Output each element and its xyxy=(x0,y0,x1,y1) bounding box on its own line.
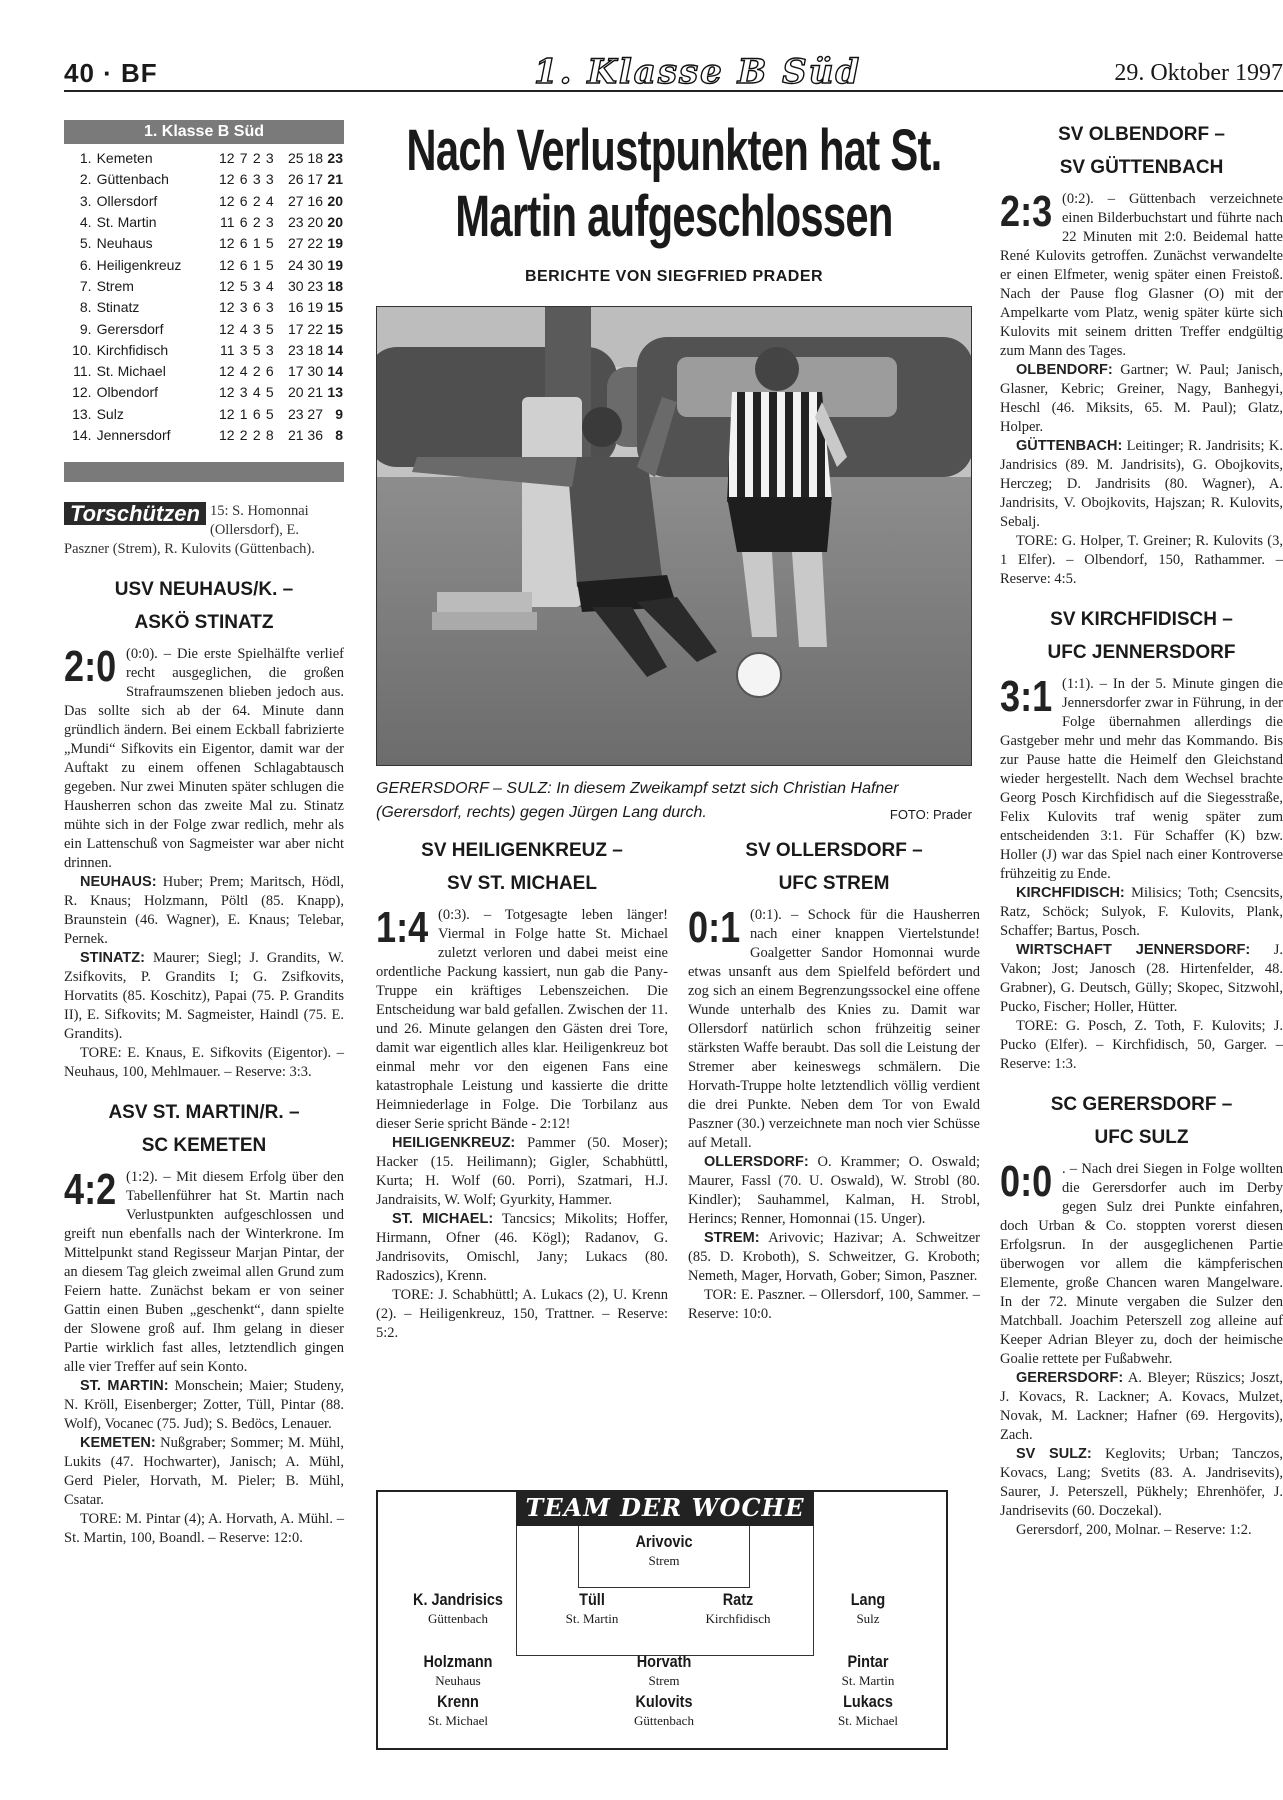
standings-team: Jennersdorf xyxy=(96,427,171,443)
standings-goals: 17 30 xyxy=(287,363,323,380)
standings-goals: 24 30 xyxy=(287,256,323,273)
match-text: 0:0 . – Nach drei Siegen in Folge wollten die Gerersdorfer auch im Derby gegen Sulz drei Punkte einfahren, doch Urban & Co. stoppten vorerst diesen Erfolgsrun. In der ausgeglichenen Partie überwogen vor allem die kämpferischen Elemente, große Chancen waren Mangelware. In der 72. Minute vergaben die Sulzer den Matchball. Joachim Peterszell zog alleine auf Keeper Adrian Bleyer zu, doch der heimische Goalie rettete per Fußabwehr. xyxy=(1000,1157,1283,1367)
standings-points: 13 xyxy=(327,384,343,401)
lineup-home: HEILIGENKREUZ: Pammer (50. Moser); Hacker (15. Heilimann); Gigler, Schabhüttl, Kurta; H. Wolf (60. Porri), Szatmari, H.J. Jandraisits, W. Wolf; Gyurkity, Hammer. xyxy=(376,1135,669,1208)
standings-draws: 2 xyxy=(252,363,261,380)
standings-rank: 1. xyxy=(79,150,92,167)
standings-row xyxy=(64,404,344,425)
goals-info: TORE: J. Schabhüttl; A. Lukacs (2), U. Krenn (2). – Heiligenkreuz, 150, Trattner. – Reserve: 5:2. xyxy=(376,1287,668,1341)
match-heading xyxy=(64,573,344,639)
away-team: SV ST. MICHAEL xyxy=(447,873,597,894)
standings-played: 12 xyxy=(218,363,235,380)
standings-title: 1. Klasse B Süd xyxy=(64,120,344,144)
standings-rank: 8. xyxy=(79,299,92,316)
lineup-home: GERERSDORF: A. Bleyer; Rüszics; Joszt, J. Kovacs, R. Lackner; A. Kovacs, Mulzet, Novak, M. Lackner; Hafner (69. Hergovits), Zach. xyxy=(1000,1370,1283,1443)
standings-draws: 2 xyxy=(252,192,261,209)
standings-wins: 3 xyxy=(239,341,248,358)
standings-wins: 2 xyxy=(239,427,248,443)
final-score: 2:0 xyxy=(64,642,117,692)
player-forward: Krenn St. Michael xyxy=(428,1692,488,1728)
standings-rank: 10. xyxy=(72,341,92,358)
standings-team: Olbendorf xyxy=(96,384,159,401)
page-masthead xyxy=(64,52,1283,92)
standings-wins: 7 xyxy=(239,150,248,167)
photo-caption xyxy=(376,777,972,827)
standings-losses: 3 xyxy=(265,214,274,231)
standings-goals: 17 22 xyxy=(287,320,323,337)
player-defender: Lang Sulz xyxy=(850,1590,886,1626)
match-report-kirchfidisch xyxy=(1000,603,1283,1074)
standings-points: 18 xyxy=(327,277,343,294)
match-report-neuhaus xyxy=(64,573,344,1082)
standings-losses: 3 xyxy=(265,171,274,188)
standings-row xyxy=(64,148,344,169)
standings-losses: 5 xyxy=(265,384,274,401)
standings-points: 23 xyxy=(327,150,343,167)
player-forward: Kulovits Güttenbach xyxy=(634,1692,694,1728)
standings-team: Ollersdorf xyxy=(96,192,158,209)
standings-played: 12 xyxy=(218,405,235,422)
match-heading xyxy=(64,1096,344,1162)
right-column xyxy=(1000,118,1283,1540)
standings-row xyxy=(64,276,344,297)
standings-rank: 3. xyxy=(79,192,92,209)
standings-rank: 9. xyxy=(79,320,92,337)
home-team: USV NEUHAUS/K. – xyxy=(114,579,294,601)
standings-losses: 3 xyxy=(265,299,274,316)
home-team: SV KIRCHFIDISCH – xyxy=(1050,609,1233,630)
standings-draws: 6 xyxy=(252,299,261,316)
standings-row xyxy=(64,361,344,382)
standings-points: 19 xyxy=(327,256,343,273)
top-scorers-text: 15: S. Homonnai (Ollersdorf), E. Paszner (Strem), R. Kulovits (Güttenbach). xyxy=(64,503,315,558)
away-team: UFC STREM xyxy=(778,873,890,894)
goals-info: TORE: G. Holper, T. Greiner; R. Kulovits (3, 1 Elfer). – Olbendorf, 150, Rathammer. – Reserve: 4:5. xyxy=(1000,533,1283,587)
standings-team: Heiligenkreuz xyxy=(96,256,182,273)
standings-goals: 23 20 xyxy=(287,214,323,231)
left-column xyxy=(64,120,344,1548)
goals-info: Gerersdorf, 200, Molnar. – Reserve: 1:2. xyxy=(1016,1522,1252,1538)
standings-points: 20 xyxy=(327,214,343,231)
caption-text: GERERSDORF – SULZ: In diesem Zweikampf setzt sich Christian Hafner (Gerersdorf, rechts) gegen Jürgen Lang durch. xyxy=(376,780,899,821)
standings-played: 12 xyxy=(218,192,235,209)
standings-wins: 4 xyxy=(239,320,248,337)
headline: Nach Verlustpunkten hat St. Martin aufgeschlossen xyxy=(406,118,942,249)
lineup-away: STINATZ: Maurer; Siegl; J. Grandits, W. Zsifkovits, P. Grandits I; G. Zsifkovits, Horvatits (85. Koschitz), Papai (75. P. Grandits II), E. Sifkovits; M. Sagmeister, Haindl (75. E. Grandits). xyxy=(64,950,345,1043)
standings-losses: 4 xyxy=(265,277,274,294)
standings-draws: 2 xyxy=(252,214,261,231)
standings-draws: 1 xyxy=(252,235,261,252)
match-text: 1:4 (0:3). – Totgesagte leben länger! Viermal in Folge hatte St. Michael zuletzt verloren und dabei meist eine ordentliche Packung kassiert, nun gab die Pany-Truppe ein kräftiges Lebenszeichen. Die Entscheidung war bald gefallen. Zwischen der 11. und 26. Minute gelangen den Gästen drei Tore, damit war eigentlich alles klar. Heiligenkreuz bot einmal mehr vor den eigenen Fans eine katastrophale Leistung und kassierte die dritte Heimniederlage in Folge. Die Torbilanz aus dieser Serie spricht Bände - 2:12! xyxy=(376,903,668,1132)
lineup-home: OLBENDORF: Gartner; W. Paul; Janisch, Glasner, Kebric; Greiner, Nagy, Banhegyi, Heschl (46. Miksits, 65. M. Paul); Glatz, Holper. xyxy=(1000,362,1283,435)
standings-played: 12 xyxy=(218,235,235,252)
byline: BERICHTE VON SIEGFRIED PRADER xyxy=(524,268,824,285)
standings-draws: 2 xyxy=(252,150,261,167)
standings-goals: 23 27 xyxy=(287,405,323,422)
standings-goals: 16 19 xyxy=(287,299,323,316)
standings-team: Güttenbach xyxy=(96,171,169,188)
standings-row xyxy=(64,382,344,403)
standings-row xyxy=(64,212,344,233)
lineup-away: STREM: Arivovic; Hazivar; A. Schweitzer (85. D. Kroboth), S. Schweitzer, G. Kroboth; Nemeth, Mager, Horvath, Gober; Simon, Paszner. xyxy=(688,1230,980,1284)
team-of-the-week xyxy=(376,1490,948,1750)
standings-played: 12 xyxy=(218,171,235,188)
match-report-olbendorf xyxy=(1000,118,1283,589)
photo-credit: FOTO: Prader xyxy=(889,807,972,822)
standings-table xyxy=(64,148,344,446)
standings-rank: 7. xyxy=(79,277,92,294)
standings-wins: 6 xyxy=(239,214,248,231)
standings-points: 20 xyxy=(327,192,343,209)
match-photo xyxy=(376,306,972,766)
match-report-stmartin xyxy=(64,1096,344,1548)
standings-team: Gerersdorf xyxy=(96,320,164,337)
standings-goals: 21 36 xyxy=(287,427,323,443)
standings-wins: 1 xyxy=(239,405,248,422)
page-number: 40 · BF xyxy=(64,58,158,88)
home-team: SV OLBENDORF – xyxy=(1058,124,1225,145)
standings-wins: 6 xyxy=(239,235,248,252)
standings-points: 15 xyxy=(327,299,343,316)
standings-losses: 4 xyxy=(265,192,274,209)
goals-info: TORE: G. Posch, Z. Toth, F. Kulovits; J. Pucko (Elfer). – Kirchfidisch, 50, Garger. – Reserve: 1:3. xyxy=(1000,1018,1283,1072)
match-heading xyxy=(1000,603,1283,669)
standings-team: St. Martin xyxy=(96,214,157,231)
player-defender: Tüll St. Martin xyxy=(565,1590,619,1626)
player-midfielder: Holzmann Neuhaus xyxy=(423,1652,493,1688)
match-report-gerersdorf xyxy=(1000,1088,1283,1540)
standings-losses: 5 xyxy=(265,320,274,337)
standings-losses: 8 xyxy=(265,427,274,443)
away-team: SC KEMETEN xyxy=(141,1135,267,1157)
standings-team: Kirchfidisch xyxy=(96,341,169,358)
standings-draws: 2 xyxy=(252,427,261,443)
home-team: SV OLLERSDORF – xyxy=(745,840,923,861)
home-team: SC GERERSDORF – xyxy=(1050,1094,1233,1115)
standings-draws: 6 xyxy=(252,405,261,422)
lineup-away: SV SULZ: Keglovits; Urban; Tanczos, Kovacs, Lang; Svetits (83. A. Jandrisevits), Saurer, J. Peterszell, Pükhely; Ehrenhöfer, J. Jandrisevits (60. Doczekal). xyxy=(1000,1446,1283,1519)
standings-rank: 4. xyxy=(79,214,92,231)
top-scorers xyxy=(64,502,344,559)
standings-losses: 5 xyxy=(265,256,274,273)
lineup-away: KEMETEN: Nußgraber; Sommer; M. Mühl, Lukits (47. Hochwarter), Janisch; A. Mühl, Gerd Pieler, Horvath, M. Pieler; B. Mühl, Csatar. xyxy=(64,1435,344,1509)
standings-losses: 6 xyxy=(265,363,274,380)
match-text: 3:1 (1:1). – In der 5. Minute gingen die Jennersdorfer zwar in Führung, in der Folge übernahmen allerdings die Gastgeber mehr und mehr das Kommando. Bis zur Pause hatte die Heimelf den Gleichstand wieder hergestellt. Nach dem Wechsel brachte Georg Posch Kirchfidisch auf die Siegesstraße, Felix Kulovits traf wenig später zum entscheidenden 3:1. Für Schaffer (K) bzw. Holler (J) war das Spiel nach einer Kontroverse frühzeitig zu Ende. xyxy=(1000,672,1283,882)
match-text: 2:3 (0:2). – Güttenbach verzeichnete einen Bilderbuchstart und führte nach 22 Minuten mit 2:0. Beidemal hatte René Kulovits getroffen. Zunächst verwandelte er einen Elfmeter, wenig später einen Freistoß. Nach der Pause flog Glasner (O) mit der Ampelkarte vom Platz, wenig später kürte sich Kulovits mit seinem dritten Treffer endgültig zum Mann des Tages. xyxy=(1000,187,1283,359)
team-of-the-week-title: TEAM DER WOCHE xyxy=(516,1490,814,1526)
standings-rank: 14. xyxy=(72,427,92,443)
standings-wins: 4 xyxy=(239,363,248,380)
standings-points: 8 xyxy=(335,427,343,443)
goals-info: TORE: E. Knaus, E. Sifkovits (Eigentor). – Neuhaus, 100, Mehlmauer. – Reserve: 3:3. xyxy=(64,1045,344,1081)
final-score: 0:0 xyxy=(1000,1157,1053,1206)
standings-wins: 6 xyxy=(239,192,248,209)
player-defender: Ratz Kirchfidisch xyxy=(705,1590,771,1626)
standings-goals: 30 23 xyxy=(287,277,323,294)
match-report-ollersdorf xyxy=(688,834,980,1324)
player-defender: K. Jandrisics Güttenbach xyxy=(413,1590,503,1626)
home-team: ASV ST. MARTIN/R. – xyxy=(108,1102,300,1124)
standings-row xyxy=(64,318,344,339)
match-heading xyxy=(376,834,668,900)
match-report-heiligenkreuz xyxy=(376,834,668,1343)
away-team: ASKÖ STINATZ xyxy=(134,612,274,634)
player-goalkeeper: Arivovic Strem xyxy=(635,1532,693,1568)
home-team: SV HEILIGENKREUZ – xyxy=(421,840,623,861)
standings-losses: 5 xyxy=(265,405,274,422)
match-text: 4:2 (1:2). – Mit diesem Erfolg über den Tabellenführer hat St. Martin nach Verlustpunkten aufgeschlossen und greift nun ebenfalls nach der Winterkrone. Im Mittelpunkt stand Regisseur Marjan Pintar, der an diesem Tag gleich zweimal allen Grund zum Feiern hatte. Zunächst bekam er von seiner Gattin einen Buben „geschenkt“, dann spielte der Slowene groß auf. Ihm gelang in dieser Partie wirklich fast alles, letztendlich gingen alle vier Treffer auf sein Konto. xyxy=(64,1165,344,1376)
football-duel-image xyxy=(377,307,972,766)
lineup-home: KIRCHFIDISCH: Milisics; Toth; Csencsits, Ratz, Schöck; Sulyok, F. Kulovits, Plank, Schaffer; Bartus, Posch. xyxy=(1000,885,1283,939)
final-score: 3:1 xyxy=(1000,672,1053,721)
standings-points: 19 xyxy=(327,235,343,252)
standings-losses: 3 xyxy=(265,150,274,167)
final-score: 4:2 xyxy=(64,1165,117,1215)
standings-goals: 23 18 xyxy=(287,341,323,358)
standings-team: Stinatz xyxy=(96,299,140,316)
standings-played: 12 xyxy=(218,427,235,443)
standings-wins: 3 xyxy=(239,384,248,401)
standings-played: 11 xyxy=(220,341,235,358)
standings-played: 11 xyxy=(220,214,235,231)
standings-points: 21 xyxy=(327,171,343,188)
standings-losses: 3 xyxy=(265,341,274,358)
away-team: UFC JENNERSDORF xyxy=(1047,642,1236,663)
standings-played: 12 xyxy=(218,150,235,167)
standings-goals: 27 16 xyxy=(287,192,323,209)
match-text: 0:1 (0:1). – Schock für die Hausherren nach einer knappen Viertelstunde! Goalgetter Sandor Homonnai wurde etwas unsanft aus dem Spielfeld befördert und zog sich an einem Begrenzungssockel eine offene Wunde unterhalb des Knies zu. Damit war Ollersdorf natürlich schon frühzeitig seiner stärksten Waffe beraubt. Das soll die Leistung der Stremer aber keineswegs schmälern. Die Horvath-Truppe holte letztendlich völlig verdient die drei Punkte. Neben dem Tor von Ewald Paszner (30.) verzeichnete man noch vier Schüsse auf Metall. xyxy=(688,903,980,1151)
player-forward: Lukacs St. Michael xyxy=(838,1692,898,1728)
standings-draws: 5 xyxy=(252,341,261,358)
standings-played: 12 xyxy=(218,384,235,401)
standings-played: 12 xyxy=(218,277,235,294)
standings-row xyxy=(64,425,344,446)
standings-row xyxy=(64,340,344,361)
standings-team: St. Michael xyxy=(96,363,166,380)
lineup-home: NEUHAUS: Huber; Prem; Maritsch, Hödl, R. Knaus; Holzmann, Pöltl (85. Knapp), Braunstein (46. Wagner), E. Knaus; Telebar, Pernek. xyxy=(64,874,345,948)
lineup-away: WIRTSCHAFT JENNERSDORF: J. Vakon; Jost; Janosch (28. Hirtenfelder, 48. Grabner), G. Deutsch, Gülly; Skopec, Sitzwohl, Pucko, Fischer; Holler, Hütter. xyxy=(1000,942,1283,1015)
standings-points: 15 xyxy=(327,320,343,337)
lineup-home: ST. MARTIN: Monschein; Maier; Studeny, N. Kröll, Eisenberger; Zotter, Tüll, Pintar (88. Wolf), Vocanec (75. Jud); S. Bedöcs, Lenauer. xyxy=(64,1378,345,1433)
standings-points: 9 xyxy=(335,405,343,422)
lineup-home: OLLERSDORF: O. Krammer; O. Oswald; Maurer, Fassl (70. U. Oswald), W. Strobl (80. Kindler); Sauhammel, Kalman, H. Strobl, Herincs; Renner, Homonnai (15. Unger). xyxy=(688,1154,981,1227)
standings-wins: 3 xyxy=(239,299,248,316)
lineup-away: GÜTTENBACH: Leitinger; R. Jandrisits; K. Jandrisics (89. M. Jandrisits), G. Obojkovits, Herczeg; D. Jandrisits (80. Wagner), A. Jandrisits, V. Obojkovits, Hajszan; R. Kulovits, Sebalj. xyxy=(1000,438,1283,530)
final-score: 2:3 xyxy=(1000,187,1053,236)
player-midfielder: Horvath Strem xyxy=(636,1652,692,1688)
standings-rank: 5. xyxy=(79,235,92,252)
divider-bar xyxy=(64,462,344,482)
standings-losses: 5 xyxy=(265,235,274,252)
standings-rank: 11. xyxy=(73,363,92,380)
standings-draws: 3 xyxy=(252,320,261,337)
standings-team: Kemeten xyxy=(96,150,153,167)
final-score: 1:4 xyxy=(376,903,429,952)
standings-draws: 4 xyxy=(252,384,261,401)
away-team: SV GÜTTENBACH xyxy=(1059,157,1224,178)
standings-goals: 26 17 xyxy=(287,171,323,188)
standings-team: Strem xyxy=(96,277,134,294)
standings-row xyxy=(64,254,344,275)
match-text: 2:0 (0:0). – Die erste Spielhälfte verlief recht ausgeglichen, die großen Strafraumszenen blieben jedoch aus. Das sollte sich ab der 64. Minute dann gründlich ändern. Bei einem Eckball fabrizierte „Mundi“ Sifkovits ein Eigentor, damit war der Auftakt zu einem offenen Schlagabtausch gegeben. Nur zwei Minuten später schlugen die Hausherren schon das zweite Mal zu. Stinatz mühte sich in der Folge zwar redlich, mehr als ein Lattenschuß von Sagmeister war aber nicht drinnen. xyxy=(64,642,344,872)
issue-date: 29. Oktober 1997 xyxy=(1114,60,1283,86)
standings-rank: 6. xyxy=(79,256,92,273)
standings-team: Neuhaus xyxy=(96,235,153,252)
standings-played: 12 xyxy=(218,299,235,316)
standings-played: 12 xyxy=(218,320,235,337)
player-midfielder: Pintar St. Martin xyxy=(841,1652,895,1688)
lineup-away: ST. MICHAEL: Tancsics; Mikolits; Hoffer, Hirmann, Ofner (46. Kögl); Radanov, G. Jandrisovits, Omischl, Jany; Lukacs (80. Radoszics), Krenn. xyxy=(376,1211,668,1284)
standings-points: 14 xyxy=(327,363,343,380)
match-heading xyxy=(688,834,980,900)
standings-draws: 3 xyxy=(252,171,261,188)
section-title: 1. Klasse B Süd xyxy=(534,52,862,92)
standings-goals: 25 18 xyxy=(287,150,323,167)
goals-info: TORE: M. Pintar (4); A. Horvath, A. Mühl. – St. Martin, 100, Boandl. – Reserve: 12:0. xyxy=(64,1511,344,1547)
final-score: 0:1 xyxy=(688,903,741,952)
standings-wins: 5 xyxy=(239,277,248,294)
standings-rank: 13. xyxy=(72,405,92,422)
standings-goals: 20 21 xyxy=(287,384,323,401)
standings-row xyxy=(64,169,344,190)
standings-row xyxy=(64,191,344,212)
away-team: UFC SULZ xyxy=(1094,1127,1189,1148)
top-scorers-badge: Torschützen xyxy=(64,502,206,525)
standings-row xyxy=(64,297,344,318)
standings-rank: 2. xyxy=(79,171,92,188)
standings-goals: 27 22 xyxy=(287,235,323,252)
standings-wins: 6 xyxy=(239,171,248,188)
main-story-header xyxy=(376,118,972,286)
standings-played: 12 xyxy=(218,256,235,273)
standings-row xyxy=(64,233,344,254)
standings-wins: 6 xyxy=(239,256,248,273)
match-heading xyxy=(1000,118,1283,184)
standings-rank: 12. xyxy=(72,384,92,401)
match-heading xyxy=(1000,1088,1283,1154)
standings-draws: 1 xyxy=(252,256,261,273)
standings-points: 14 xyxy=(327,341,343,358)
standings-draws: 3 xyxy=(252,277,261,294)
goals-info: TOR: E. Paszner. – Ollersdorf, 100, Sammer. – Reserve: 10:0. xyxy=(688,1287,980,1322)
standings-team: Sulz xyxy=(96,405,124,422)
